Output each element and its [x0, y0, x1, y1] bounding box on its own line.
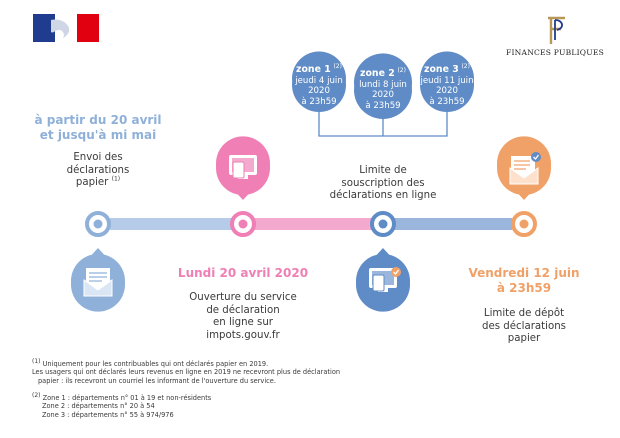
step2-date: Lundi 20 avril 2020: [177, 266, 309, 280]
footnote-1-line1: Uniquement pour les contribuables qui ont déclarés papier en 2019.: [42, 360, 269, 368]
footnote-2-ref: (2): [32, 391, 41, 399]
timeline-bar-blue: [110, 218, 232, 230]
envelope-check-icon: [497, 136, 551, 200]
step3-description: [318, 165, 448, 203]
computer-tablet-icon: [216, 136, 270, 200]
zone-1-line1: jeudi 4 juin: [295, 75, 343, 86]
step3-desc-line2: souscription des: [341, 177, 425, 189]
step1-note-ref: (1): [111, 175, 121, 183]
step3-desc-line3: déclarations en ligne: [329, 190, 437, 201]
step1-desc-line1: Envoi des: [73, 152, 123, 163]
footnote-2-line1: Zone 1 : départements n° 01 à 19 et non-résidents: [42, 394, 212, 402]
step1-date: [18, 113, 178, 143]
step1-desc-line2: déclarations: [66, 164, 130, 176]
zone-1-line2: 2020: [308, 86, 330, 96]
step1-description: [48, 152, 148, 190]
timeline-node-3: [372, 213, 394, 235]
step2-desc-line4: impots.gouv.fr: [206, 329, 280, 341]
timeline-bar-pink: [254, 218, 372, 230]
zone-1-line3: à 23h59: [301, 96, 337, 107]
step4-date: [454, 266, 594, 296]
zone-2-ref: (2): [397, 67, 406, 75]
finances-publiques-label: FINANCES PUBLIQUES: [506, 48, 604, 57]
footnote-1-line2: Les usagers qui ont déclarés leurs revenus en ligne en 2019 ne recevront plus de déclaration: [32, 368, 341, 377]
step4-desc-line2: des déclarations: [482, 320, 566, 332]
footnote-1-ref: (1): [32, 357, 41, 365]
step4-desc-line1: Limite de dépôt: [483, 308, 565, 319]
step3-desc-line1: Limite de: [359, 165, 407, 176]
zone-2-text: [354, 69, 412, 111]
zone-3-ref: (2): [461, 63, 470, 71]
zone-3-name: zone 3: [424, 64, 459, 75]
step2-desc-line1: Ouverture du service: [189, 292, 297, 303]
step2-desc-line3: en ligne sur: [212, 317, 273, 328]
timeline-bar-steel: [394, 218, 512, 230]
zone-3-line1: jeudi 11 juin: [420, 75, 474, 86]
computer-check-icon: [356, 248, 410, 312]
zone-1-name: zone 1: [296, 64, 331, 75]
footnote-1-line3: papier : ils recevront un courriel les informant de l'ouverture du service.: [38, 376, 276, 385]
zone-3-line3: à 23h59: [429, 96, 465, 107]
step1-date-line1: à partir du 20 avril: [34, 113, 162, 127]
zone-2-line2: 2020: [372, 90, 394, 100]
step1-desc-line3: papier: [75, 177, 109, 188]
step2-desc-line2: de déclaration: [206, 304, 280, 316]
step4-description: [464, 308, 584, 346]
zone-2-line1: lundi 8 juin: [359, 79, 407, 90]
timeline-node-2: [232, 213, 254, 235]
zone-3-line2: 2020: [436, 86, 458, 96]
step4-date-line1: Vendredi 12 juin: [468, 266, 580, 280]
step4-date-line2: à 23h59: [496, 281, 552, 295]
step4-desc-line3: papier: [507, 333, 541, 344]
zone-1-ref: (2): [333, 63, 342, 71]
footnote-2: [32, 391, 212, 419]
footnote-1: [32, 357, 341, 385]
zone-2-line3: à 23h59: [365, 100, 401, 111]
envelope-letter-icon: [71, 248, 125, 312]
footnote-2-line3: Zone 3 : départements n° 55 à 974/976: [42, 410, 174, 419]
step2-description: [173, 292, 313, 342]
timeline-node-1: [87, 213, 109, 235]
footnote-2-line2: Zone 2 : départements n° 20 à 54: [42, 402, 155, 411]
timeline-node-4: [513, 213, 535, 235]
step1-date-line2: et jusqu'à mi mai: [39, 128, 157, 142]
zone-1-text: [291, 65, 347, 107]
zone-3-text: [418, 65, 476, 107]
zone-2-name: zone 2: [360, 68, 395, 79]
